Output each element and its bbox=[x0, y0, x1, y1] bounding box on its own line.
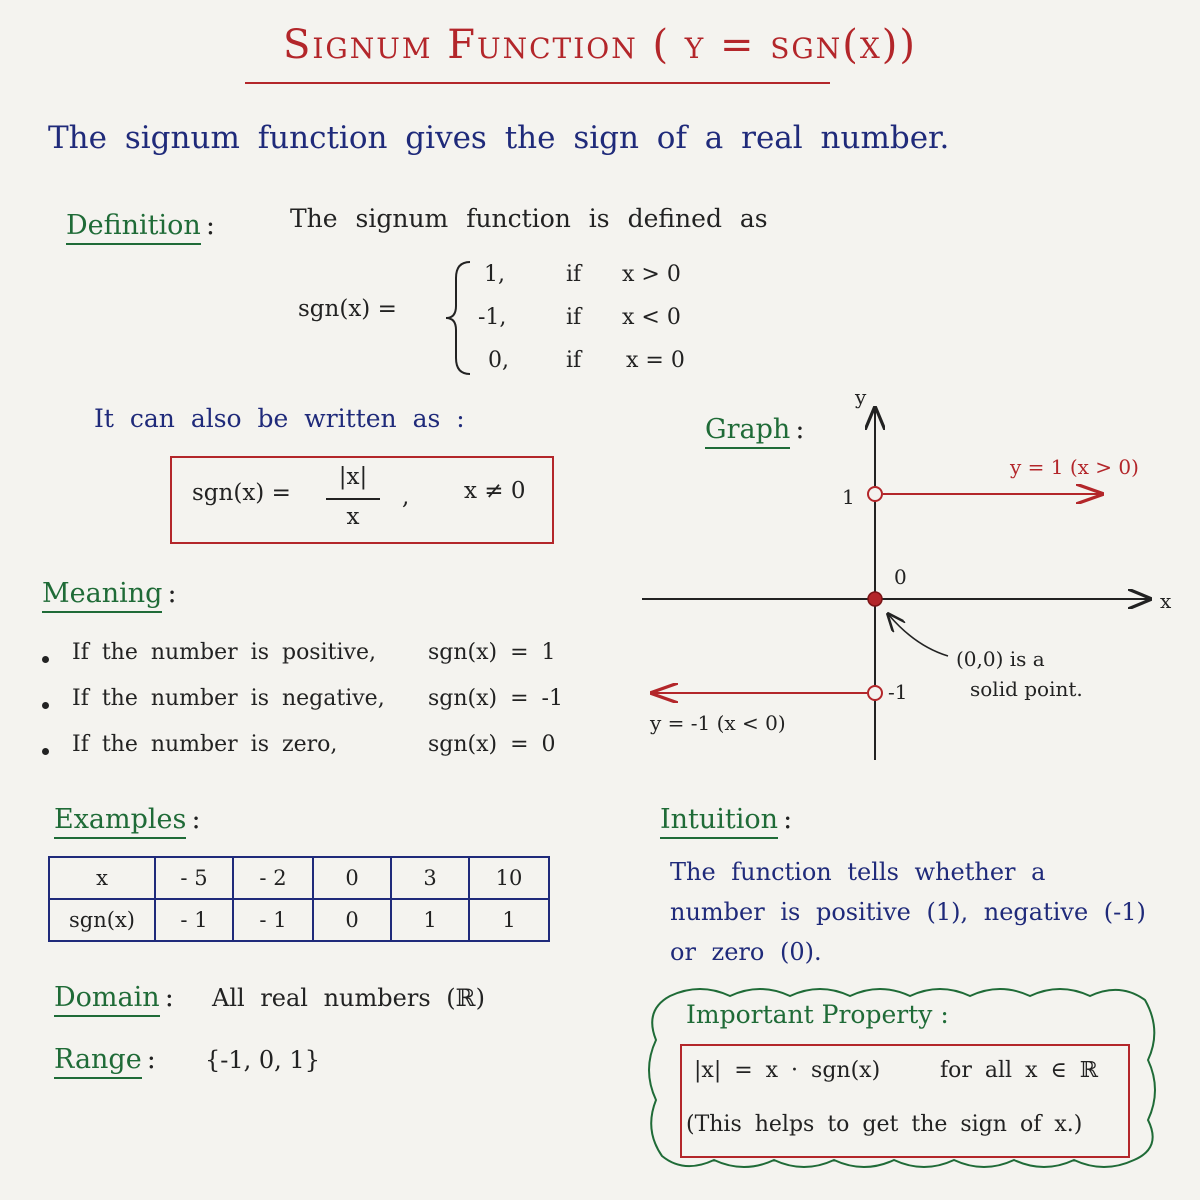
table-cell: 3 bbox=[391, 857, 469, 899]
annotation-line-2: solid point. bbox=[970, 677, 1083, 701]
bullet-dot bbox=[42, 702, 49, 709]
intuition-label: Intuition bbox=[660, 804, 778, 839]
meaning-label: Meaning bbox=[42, 578, 162, 613]
intuition-line-2: number is positive (1), negative (-1) bbox=[670, 898, 1146, 926]
origin-label: 0 bbox=[894, 565, 907, 589]
tick-label-negative: -1 bbox=[888, 680, 908, 704]
definition-lhs: sgn(x) = bbox=[298, 296, 397, 322]
annotation-arrow bbox=[888, 614, 948, 656]
table-cell: - 1 bbox=[233, 899, 313, 941]
property-qualifier: for all x ∈ ℝ bbox=[940, 1058, 1099, 1083]
table-cell: sgn(x) bbox=[49, 899, 155, 941]
alternate-form-lhs: sgn(x) = bbox=[192, 480, 291, 506]
case-1-condition: x > 0 bbox=[622, 262, 681, 287]
open-point-positive bbox=[868, 487, 882, 501]
intuition-colon: : bbox=[783, 804, 793, 835]
table-cell: 0 bbox=[313, 857, 391, 899]
table-cell: 1 bbox=[469, 899, 549, 941]
fraction-bar bbox=[326, 498, 380, 500]
definition-colon: : bbox=[205, 210, 215, 241]
alternate-form-comma: , bbox=[402, 484, 410, 510]
page-title: Signum Function ( y = sgn(x)) bbox=[282, 22, 918, 68]
solid-origin-point bbox=[868, 592, 882, 606]
tick-label-positive: 1 bbox=[842, 485, 855, 509]
definition-label: Definition bbox=[66, 210, 201, 245]
definition-heading bbox=[66, 210, 215, 241]
meaning-item-2-text: If the number is negative, bbox=[72, 686, 385, 711]
table-cell: 0 bbox=[313, 899, 391, 941]
table-row bbox=[49, 899, 549, 941]
meaning-item-2-result: sgn(x) = -1 bbox=[428, 686, 563, 711]
meaning-colon: : bbox=[167, 578, 177, 609]
table-cell: 1 bbox=[391, 899, 469, 941]
case-1-if: if bbox=[566, 262, 582, 287]
case-3-value: 0, bbox=[488, 348, 509, 373]
case-3-if: if bbox=[566, 348, 582, 373]
range-value: {-1, 0, 1} bbox=[205, 1046, 320, 1074]
definition-text: The signum function is defined as bbox=[290, 204, 768, 233]
open-point-negative bbox=[868, 686, 882, 700]
y-axis-label: y bbox=[855, 385, 867, 409]
alternate-form-text: It can also be written as : bbox=[94, 404, 465, 433]
bullet-dot bbox=[42, 748, 49, 755]
case-2-if: if bbox=[566, 305, 582, 330]
intuition-line-3: or zero (0). bbox=[670, 938, 822, 966]
fraction-numerator: |x| bbox=[338, 464, 368, 490]
case-2-condition: x < 0 bbox=[622, 305, 681, 330]
case-2-value: -1, bbox=[478, 305, 507, 330]
upper-ray-label: y = 1 (x > 0) bbox=[1010, 455, 1139, 479]
case-3-condition: x = 0 bbox=[626, 348, 685, 373]
table-row bbox=[49, 857, 549, 899]
title-underline bbox=[245, 82, 830, 84]
graph-colon: : bbox=[795, 414, 805, 445]
examples-heading bbox=[54, 804, 201, 835]
range-colon: : bbox=[146, 1044, 156, 1075]
alternate-form-condition: x ≠ 0 bbox=[464, 478, 526, 504]
meaning-item-3-text: If the number is zero, bbox=[72, 732, 338, 757]
examples-colon: : bbox=[191, 804, 201, 835]
lower-ray-label: y = -1 (x < 0) bbox=[650, 711, 786, 735]
domain-label: Domain bbox=[54, 982, 160, 1017]
meaning-heading bbox=[42, 578, 177, 609]
intuition-line-1: The function tells whether a bbox=[670, 858, 1046, 886]
case-1-value: 1, bbox=[484, 262, 505, 287]
x-axis-label: x bbox=[1160, 589, 1172, 613]
intro-text: The signum function gives the sign of a real number. bbox=[48, 120, 950, 156]
table-cell: 10 bbox=[469, 857, 549, 899]
table-cell: x bbox=[49, 857, 155, 899]
meaning-item-1-result: sgn(x) = 1 bbox=[428, 640, 556, 665]
domain-colon: : bbox=[164, 982, 174, 1013]
domain-heading bbox=[54, 982, 174, 1013]
table-cell: - 2 bbox=[233, 857, 313, 899]
examples-table bbox=[48, 856, 550, 942]
table-cell: - 5 bbox=[155, 857, 233, 899]
graph-label: Graph bbox=[705, 414, 790, 449]
bullet-dot bbox=[42, 656, 49, 663]
property-formula: |x| = x · sgn(x) bbox=[694, 1058, 881, 1083]
property-note: (This helps to get the sign of x.) bbox=[686, 1112, 1083, 1137]
examples-label: Examples bbox=[54, 804, 186, 839]
property-title: Important Property : bbox=[686, 1000, 949, 1029]
fraction-denominator: x bbox=[346, 504, 360, 530]
intuition-heading bbox=[660, 804, 792, 835]
range-heading bbox=[54, 1044, 156, 1075]
meaning-item-1-text: If the number is positive, bbox=[72, 640, 376, 665]
table-cell: - 1 bbox=[155, 899, 233, 941]
meaning-item-3-result: sgn(x) = 0 bbox=[428, 732, 556, 757]
range-label: Range bbox=[54, 1044, 142, 1079]
left-brace bbox=[440, 258, 480, 378]
signum-graph bbox=[630, 370, 1190, 770]
annotation-line-1: (0,0) is a bbox=[956, 647, 1045, 671]
domain-value: All real numbers (ℝ) bbox=[212, 984, 485, 1012]
